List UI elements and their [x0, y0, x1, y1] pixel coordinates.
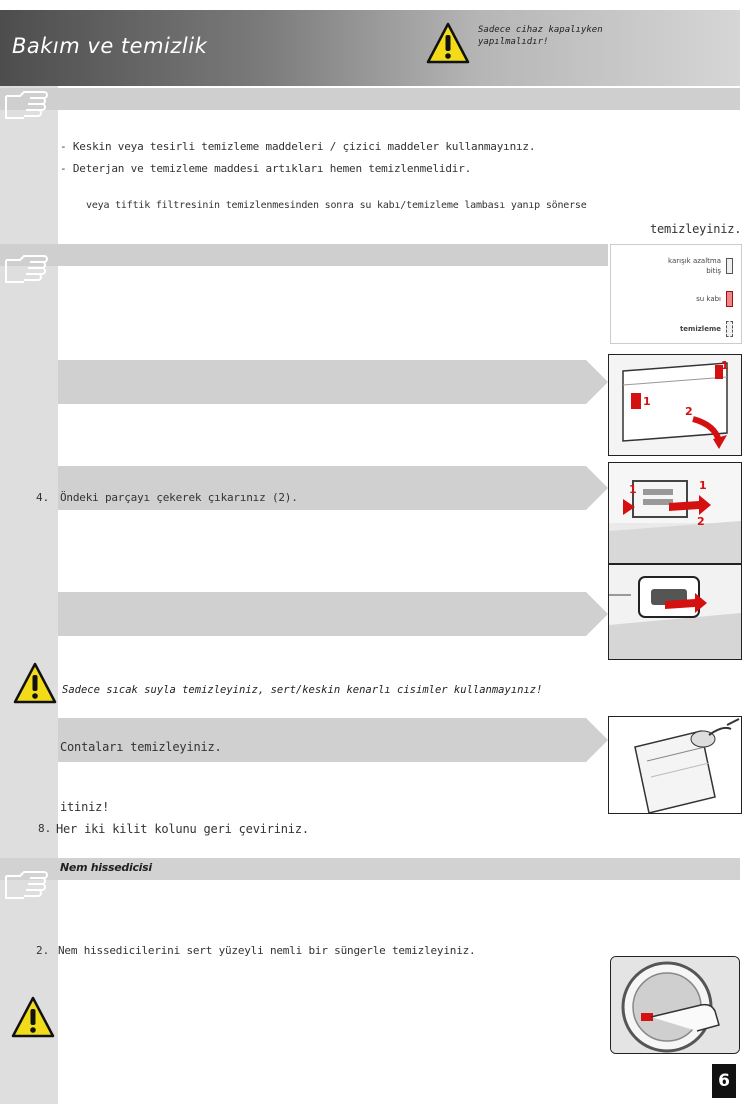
- step-number: 2.: [36, 944, 50, 957]
- page-number: 6: [712, 1064, 736, 1098]
- header-warning-text: Sadece cihaz kapalıyken yapılmalıdır!: [478, 25, 603, 47]
- step-text: Nem hissedicilerini sert yüzeyli nemli bir süngerle temizleyiniz.: [58, 944, 476, 957]
- indicator-lamp-blinking: [726, 321, 733, 337]
- illustration-open-panel: [608, 354, 742, 456]
- step-text: Öndeki parçayı çekerek çıkarınız (2).: [60, 491, 298, 504]
- photo-label: 1: [699, 479, 707, 492]
- step-arrow: [58, 592, 608, 636]
- step-text: itiniz!: [60, 800, 110, 814]
- illustration-drum-sensor: [610, 956, 740, 1054]
- panel-label: su kabı: [696, 295, 721, 303]
- photo-label: 1: [643, 395, 651, 408]
- text-line: veya tiftik filtresinin temizlenmesinden sonra su kabı/temizleme lambası yanıp sönerse: [86, 200, 587, 211]
- step-text: Contaları temizleyiniz.: [60, 740, 222, 754]
- indicator-panel: [610, 244, 742, 344]
- warning-text: Sadece sıcak suyla temizleyiniz, sert/keskin kenarlı cisimler kullanmayınız!: [62, 684, 543, 696]
- indicator-lamp: [726, 258, 733, 274]
- page-title: Bakım ve temizlik: [12, 34, 208, 58]
- step-arrow: [58, 360, 608, 404]
- warning-icon: [12, 662, 58, 706]
- section-title: Nem hissedicisi: [60, 861, 152, 874]
- photo-label: 2: [697, 515, 705, 528]
- step-number: 8.: [38, 822, 52, 835]
- photo-label: 2: [685, 405, 693, 418]
- pointing-hand-icon: [4, 86, 56, 126]
- panel-label: karışık azaltma: [668, 257, 721, 265]
- section-band: [0, 244, 608, 266]
- illustration-water-container: [608, 716, 742, 814]
- text-line: temizleyiniz.: [650, 222, 742, 236]
- illustration-front-part: [608, 462, 742, 564]
- photo-label: 1: [629, 483, 637, 496]
- indicator-lamp: [726, 291, 733, 307]
- panel-label: bitiş: [706, 267, 721, 275]
- warning-icon: [10, 996, 56, 1040]
- warning-icon: [426, 22, 470, 66]
- pointing-hand-icon: [4, 250, 56, 290]
- step-number: 4.: [36, 491, 50, 504]
- section-band: [0, 88, 740, 110]
- illustration-filter-slot: [608, 564, 742, 660]
- panel-label: temizleme: [679, 325, 721, 333]
- step-text: Her iki kilit kolunu geri çeviriniz.: [56, 822, 309, 836]
- left-margin-bar: [0, 86, 58, 1104]
- pointing-hand-icon: [4, 866, 56, 906]
- photo-label: 1: [721, 359, 729, 372]
- text-line: - Deterjan ve temizleme maddesi artıkları hemen temizlenmelidir.: [60, 162, 472, 175]
- text-line: - Keskin veya tesirli temizleme maddeleri / çizici maddeler kullanmayınız.: [60, 140, 536, 153]
